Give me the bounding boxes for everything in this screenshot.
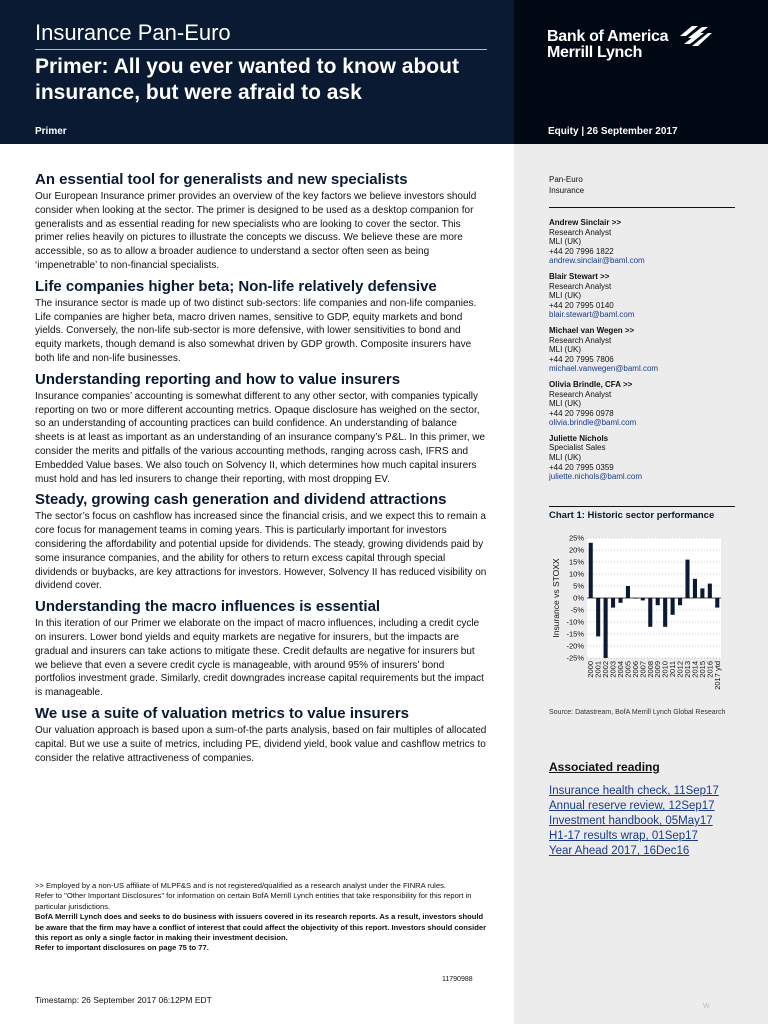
associated-reading-link[interactable]: Investment handbook, 05May17 [549, 815, 713, 827]
analyst-entry [549, 272, 739, 320]
chart-bar [626, 586, 630, 598]
section-body: Our valuation approach is based upon a sum-of-the parts analysis, based on fair multiples of allocated capital. But we use a suite of metrics, including PE, dividend yield, book value and cashflow metrics to consider the relative attractiveness of companies. [35, 724, 487, 764]
logo-text-line1: Bank of America [547, 28, 669, 45]
sector-label [549, 174, 584, 196]
sector-region: Pan-Euro [549, 175, 583, 184]
associated-reading-heading: Associated reading [549, 760, 660, 774]
associated-reading-list [549, 784, 719, 859]
section-heading: Steady, growing cash generation and dividend attractions [35, 491, 447, 509]
analyst-name: Olivia Brindle, CFA >> [549, 379, 633, 389]
chart-bar [678, 598, 682, 605]
content-section [35, 704, 487, 765]
analyst-email-link[interactable]: olivia.brindle@baml.com [549, 418, 637, 428]
analyst-phone: +44 20 7995 0140 [549, 300, 614, 310]
section-body: The insurance sector is made up of two distinct sub-sectors: life companies and non-life companies. Life companies are higher beta, macro driven names, sensitive to GDP, equity markets and bond yields. Conversely, the non-life sub-sector is more defensive, with lower sensitivities to bond and equity markets, though demand is also somewhat driven by GDP growth. Composite insurers have both life and non-life businesses. [35, 297, 477, 364]
chart-x-tick-label: 2000 [586, 661, 596, 678]
chart-y-tick-label: 15% [568, 557, 584, 567]
analyst-name: Michael van Wegen >> [549, 325, 635, 335]
analyst-entry [549, 326, 739, 374]
chart-bar [604, 598, 608, 658]
chart-x-tick-label: 2001 [593, 661, 603, 678]
analyst-phone: +44 20 7995 7806 [549, 354, 614, 364]
analyst-entity: MLI (UK) [549, 291, 581, 301]
section-body: The sector’s focus on cashflow has increased since the financial crisis, and we expect this to remain a core focus for management teams in coming years. This is particularly important for investors considering the affordability and potential upside for dividends. The steady, growing dividends paid by some insurance companies, and the ability for others to return excess capital through special dividends or buybacks, are key attractions for investors. However, Solvency II has reduced visibility on dividend cover. [35, 511, 487, 592]
header-right-panel [514, 0, 768, 144]
analyst-role: Research Analyst [549, 281, 612, 291]
chart-bar [693, 579, 697, 598]
content-section [35, 170, 487, 273]
content-section [35, 597, 487, 700]
section-heading: Life companies higher beta; Non-life relatively defensive [35, 277, 437, 295]
footnote-registration: >> Employed by a non-US affiliate of MLPF&S and is not registered/qualified as a research analyst under the FINRA rules. [35, 881, 446, 890]
document-type: Primer [35, 126, 67, 137]
section-body: Insurance companies’ accounting is somewhat different to any other sector, with companies typically reporting on two or more different accounting metrics. Opaque disclosure has weighed on the sector, so an understanding of accounting practices can build confidence. An understanding of balance sheets is at least as important as an understanding of an insurance company’s P&L. In this primer, we consider the merits and pitfalls of the various accounting methods, ranging across cash, IFRS and Embedded Value bases. We also touch on Solvency II, which determines how much capital insurers must hold and has led insurers to change their reporting, with most dropping EV. [35, 390, 486, 485]
analyst-entity: MLI (UK) [549, 453, 581, 463]
section-body: In this iteration of our Primer we elaborate on the impact of macro influences, including a credit cycle on insurers. Lower bond yields and equity markets are negative for insurers, but the impacts are gradual and insurers can take actions to mitigate these. Credit defaults are negative for insurers but we believe that even a severe credit cycle is manageable, with around 95% of insurers’ bond portfolios investment grade. Similarly, credit downgrades increase capital requirements but the impact is manageable. [35, 618, 484, 699]
chart-y-tick-label: 20% [568, 545, 584, 555]
associated-reading-link[interactable]: Year Ahead 2017, 16Dec16 [549, 845, 690, 857]
chart-bar [663, 598, 667, 627]
analyst-entity: MLI (UK) [549, 237, 581, 247]
chart-bar [700, 588, 704, 598]
chart-bar [685, 560, 689, 598]
logo-text-line2: Merrill Lynch [547, 44, 643, 61]
analyst-role: Research Analyst [549, 335, 612, 345]
analyst-entity: MLI (UK) [549, 399, 581, 409]
analyst-name: Blair Stewart >> [549, 271, 610, 281]
analyst-entry [549, 434, 739, 482]
chart-y-tick-label: 10% [568, 569, 584, 579]
chart-x-tick-label: 2012 [675, 661, 685, 678]
chart-y-tick-label: -25% [566, 653, 584, 663]
chart-divider [549, 506, 735, 507]
footnotes [35, 881, 487, 954]
content-section [35, 370, 487, 487]
analyst-phone: +44 20 7996 1822 [549, 246, 614, 256]
sidebar-divider [549, 207, 735, 208]
chart-source: Source: Datastream, BofA Merrill Lynch Global Research [549, 709, 726, 716]
chart-y-tick-label: 25% [568, 533, 584, 543]
disclosure-page-reference: Refer to important disclosures on page 75 to 77. [35, 943, 209, 953]
chart-x-tick-label: 2010 [660, 661, 670, 678]
associated-reading-link[interactable]: Insurance health check, 11Sep17 [549, 785, 719, 797]
chart-x-tick-label: 2016 [705, 661, 715, 678]
title-divider [35, 49, 487, 50]
analyst-email-link[interactable]: juliette.nichols@baml.com [549, 472, 643, 482]
chart-bar [611, 598, 615, 608]
chart-x-tick-label: 2011 [668, 661, 678, 678]
series-title: Insurance Pan-Euro [35, 20, 231, 45]
report-title: Primer: All you ever wanted to know about insurance, but were afraid to ask [35, 55, 459, 104]
analyst-entry [549, 380, 739, 428]
chart-x-tick-label: 2015 [697, 661, 707, 678]
document-id: 11790988 [442, 976, 473, 983]
analyst-name: Juliette Nichols [549, 433, 609, 443]
chart-x-tick-label: 2005 [623, 661, 633, 678]
chart-x-tick-label: 2002 [601, 661, 611, 678]
chart-y-tick-label: 0% [573, 593, 584, 603]
sector-name: Insurance [549, 186, 585, 195]
sector-performance-chart [549, 526, 735, 704]
analyst-name: Andrew Sinclair >> [549, 218, 622, 227]
section-heading: Understanding reporting and how to value insurers [35, 370, 401, 388]
timestamp: Timestamp: 26 September 2017 06:12PM EDT [35, 995, 212, 1005]
page-mark: W [703, 1003, 710, 1010]
chart-x-tick-label: 2009 [653, 661, 663, 678]
content-section [35, 277, 487, 366]
chart-y-tick-label: -10% [566, 617, 584, 627]
chart-bar [708, 584, 712, 598]
chart-x-tick-label: 2013 [683, 661, 692, 678]
chart-title: Chart 1: Historic sector performance [549, 510, 715, 521]
chart-bar [618, 598, 622, 603]
associated-reading-link[interactable]: H1-17 results wrap, 01Sep17 [549, 830, 698, 842]
section-heading: We use a suite of valuation metrics to value insurers [35, 704, 410, 722]
chart-x-tick-label: 2014 [690, 661, 700, 678]
footnote-disclosures: Refer to "Other Important Disclosures" for information on certain BofA Merrill Lynch entities that take responsibility for this report in particular jurisdictions. [35, 891, 472, 911]
chart-bar [648, 598, 652, 627]
main-content [35, 170, 487, 769]
analyst-phone: +44 20 7995 0359 [549, 462, 614, 472]
chart-bar [671, 598, 675, 615]
chart-bar [596, 598, 600, 636]
analyst-list [549, 218, 739, 488]
analyst-role: Specialist Sales [549, 443, 606, 453]
chart-bar [715, 598, 719, 608]
chart-x-tick-label: 2017 ytd [712, 661, 722, 690]
chart-x-tick-label: 2003 [608, 661, 618, 678]
analyst-email-link[interactable]: michael.vanwegen@baml.com [549, 364, 659, 374]
analyst-entity: MLI (UK) [549, 345, 581, 355]
conflict-of-interest-note: BofA Merrill Lynch does and seeks to do business with issuers covered in its research reports. As a result, investors should be aware that the firm may have a conflict of interest that could affect the objectivity of this report. Investors should consider this report as only a single factor in making their investment decision. [35, 912, 487, 943]
analyst-email-link[interactable]: andrew.sinclair@baml.com [549, 256, 645, 266]
content-section [35, 490, 487, 593]
chart-y-tick-label: -20% [566, 641, 584, 651]
analyst-phone: +44 20 7996 0978 [549, 408, 614, 418]
section-heading: An essential tool for generalists and new specialists [35, 171, 408, 188]
chart-y-axis-label: Insurance vs STOXX [551, 558, 561, 638]
section-heading: Understanding the macro influences is essential [35, 598, 381, 616]
analyst-email-link[interactable]: blair.stewart@baml.com [549, 310, 635, 320]
chart-x-tick-label: 2007 [638, 661, 648, 678]
date-line: Equity | 26 September 2017 [548, 126, 678, 137]
bofa-merrill-logo [547, 28, 668, 62]
chart-x-tick-label: 2006 [630, 661, 640, 678]
chart-x-tick-label: 2008 [645, 661, 655, 678]
chart-x-tick-label: 2004 [616, 661, 625, 678]
chart-y-tick-label: -15% [566, 629, 584, 639]
analyst-entry [549, 218, 739, 266]
section-body: Our European Insurance primer provides an overview of the key factors we believe investors should consider when looking at the sector. The primer is designed to be used as a desktop companion for generalists and as essential reading for new specialists who are looking to cover the sector. This primer relies heavily on pictures to illustrate the concepts we discuss. We believe these are more accessible, so as to allow a broader audience to understand a sector often seen as being ‘impenetrable’ to non-financial specialists. [35, 191, 477, 271]
associated-reading-link[interactable]: Annual reserve review, 12Sep17 [549, 800, 715, 812]
chart-y-tick-label: 5% [573, 581, 584, 591]
chart-bar [589, 543, 593, 598]
flag-logo-icon [678, 24, 712, 46]
analyst-role: Research Analyst [549, 389, 612, 399]
chart-bar [656, 598, 660, 605]
analyst-role: Research Analyst [549, 227, 612, 237]
chart-y-tick-label: -5% [570, 605, 584, 615]
